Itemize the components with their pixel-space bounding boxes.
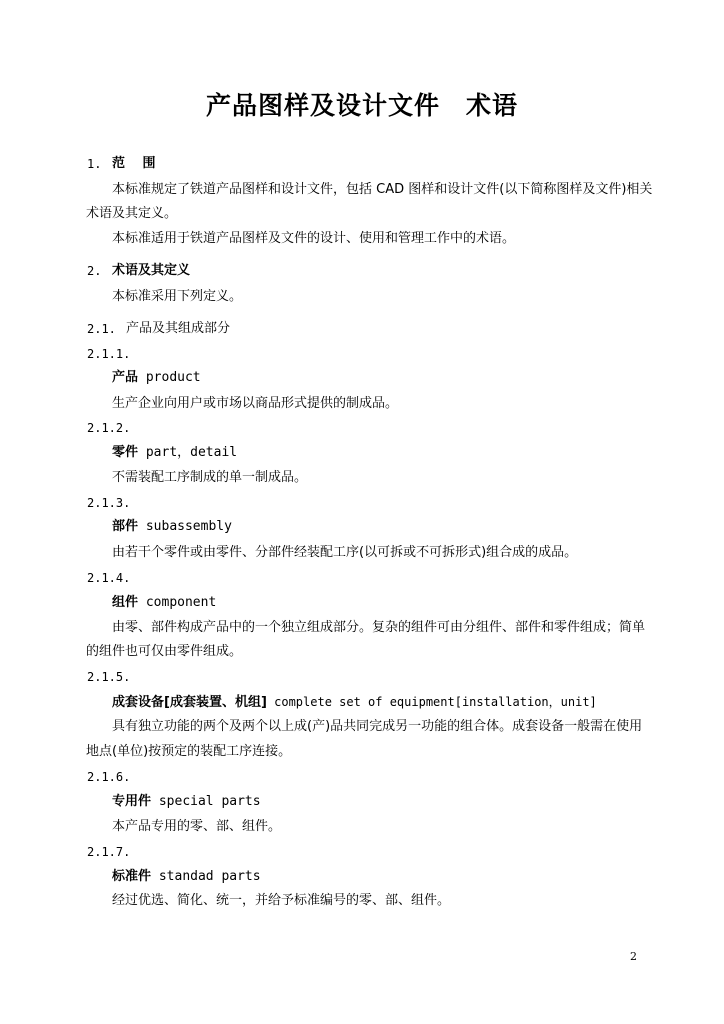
term-heading bbox=[112, 519, 232, 535]
section-1-heading: 范 围 bbox=[112, 156, 156, 171]
term-number: 2.1.1. bbox=[87, 347, 131, 361]
term-definition: 由零、部件构成产品中的一个独立组成部分。复杂的组件可由分组件、部件和零件组成；简单 bbox=[112, 620, 646, 635]
term-en: complete set of equipment[installation，unit] bbox=[266, 695, 597, 709]
page-title: 产品图样及设计文件 术语 bbox=[205, 91, 518, 120]
term-zh: 零件 bbox=[112, 445, 139, 460]
term-heading bbox=[112, 445, 237, 461]
term-number: 2.1.6. bbox=[87, 770, 131, 784]
term-definition-cont: 地点(单位)按预定的装配工序连接。 bbox=[86, 744, 292, 759]
term-definition: 不需装配工序制成的单一制成品。 bbox=[112, 470, 308, 485]
term-heading bbox=[112, 794, 261, 810]
term-number: 2.1.4. bbox=[87, 571, 131, 585]
section-1-paragraph-1a: 本标准规定了铁道产品图样和设计文件，包括 CAD 图样和设计文件(以下简称图样及文件)相关 bbox=[112, 182, 653, 197]
term-en: product bbox=[138, 370, 201, 385]
term-definition: 本产品专用的零、部、组件。 bbox=[112, 819, 282, 834]
term-en: standad parts bbox=[151, 869, 261, 884]
term-zh: 标准件 bbox=[112, 869, 152, 884]
section-1-number: 1. bbox=[87, 157, 102, 171]
term-heading bbox=[112, 595, 216, 611]
term-definition-cont: 的组件也可仅由零件组成。 bbox=[86, 644, 243, 659]
term-definition: 具有独立功能的两个及两个以上成(产)品共同完成另一功能的组合体。成套设备一般需在使用 bbox=[112, 719, 643, 734]
term-zh: 组件 bbox=[112, 595, 139, 610]
term-en: subassembly bbox=[138, 519, 232, 534]
term-number: 2.1.2. bbox=[87, 421, 131, 435]
section-2-number: 2. bbox=[87, 264, 102, 278]
term-number: 2.1.7. bbox=[87, 845, 131, 859]
term-zh: 部件 bbox=[112, 519, 139, 534]
term-zh: 产品 bbox=[112, 370, 139, 385]
section-1-paragraph-2: 本标准适用于铁道产品图样及文件的设计、使用和管理工作中的术语。 bbox=[112, 231, 516, 246]
section-1-paragraph-1b: 术语及其定义。 bbox=[86, 206, 178, 221]
term-number: 2.1.5. bbox=[87, 670, 131, 684]
term-number: 2.1.3. bbox=[87, 496, 131, 510]
term-definition: 生产企业向用户或市场以商品形式提供的制成品。 bbox=[112, 396, 399, 411]
term-en: part，detail bbox=[138, 445, 238, 460]
term-heading bbox=[112, 694, 597, 711]
term-en: component bbox=[138, 595, 217, 610]
term-heading bbox=[112, 370, 201, 386]
subsection-2-1-number: 2.1. bbox=[87, 322, 116, 336]
page-number: 2 bbox=[630, 950, 637, 963]
term-en: special parts bbox=[151, 794, 261, 809]
term-definition: 由若干个零件或由零件、分部件经装配工序(以可拆或不可拆形式)组合成的成品。 bbox=[112, 545, 578, 560]
term-zh: 专用件 bbox=[112, 794, 152, 809]
section-2-heading: 术语及其定义 bbox=[112, 263, 191, 278]
section-2-paragraph-1: 本标准采用下列定义。 bbox=[112, 289, 243, 304]
term-definition: 经过优选、简化、统一，并给予标准编号的零、部、组件。 bbox=[112, 893, 451, 908]
term-heading bbox=[112, 869, 261, 885]
term-zh: 成套设备[成套装置、机组] bbox=[112, 695, 267, 710]
subsection-2-1-heading: 产品及其组成部分 bbox=[126, 321, 231, 336]
